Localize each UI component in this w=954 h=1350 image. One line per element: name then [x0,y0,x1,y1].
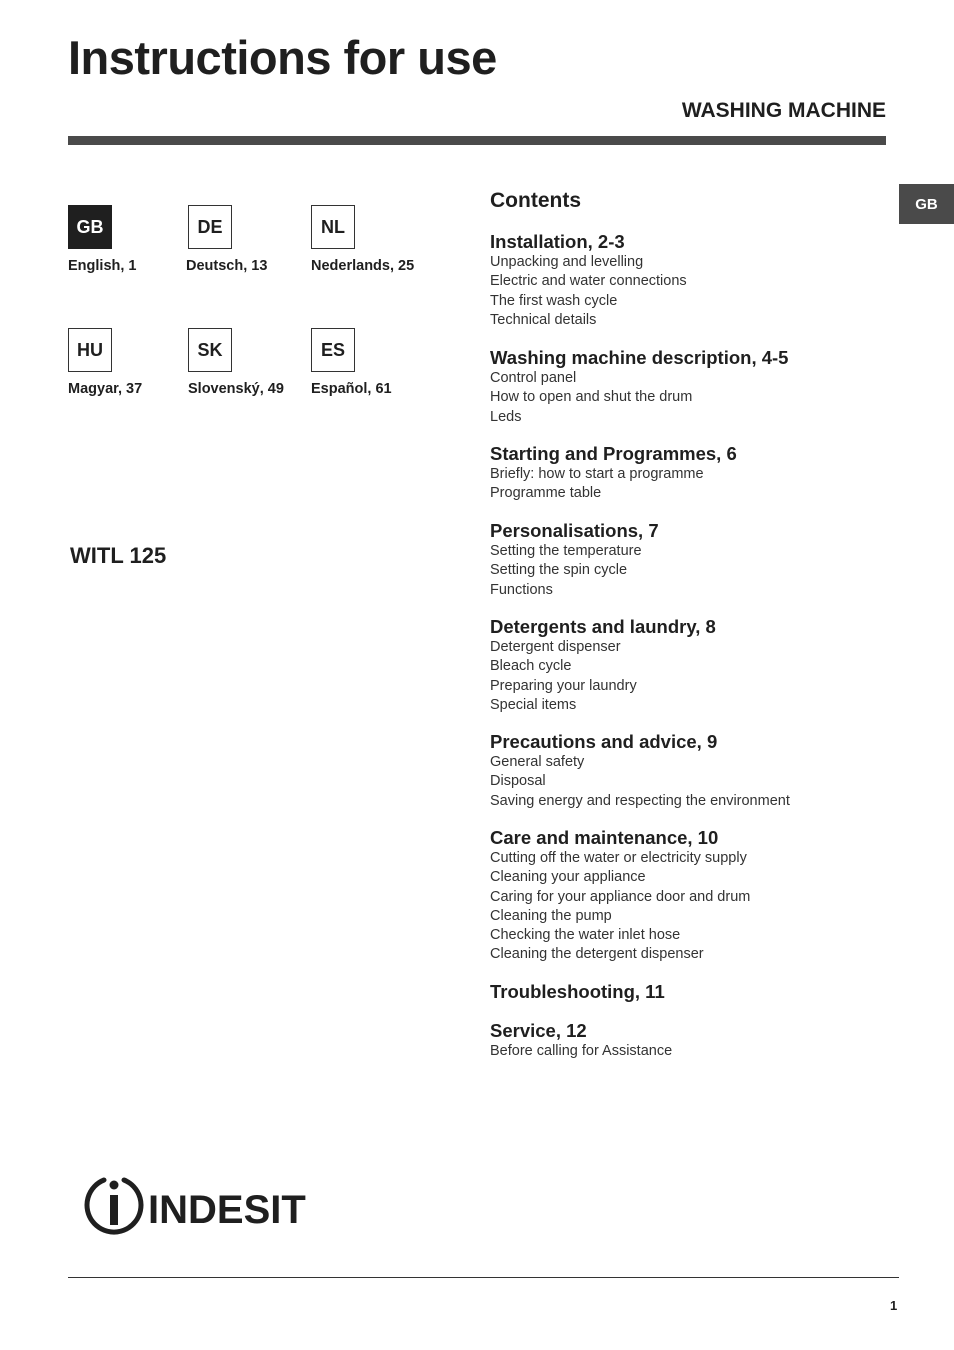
language-label: Español, 61 [311,381,392,397]
indesit-logo [84,1175,324,1237]
section-item: Functions [490,581,553,598]
section-item: Disposal [490,773,546,790]
language-code-box: ES [311,328,355,372]
section-item: Caring for your appliance door and drum [490,888,751,905]
section-item: Saving energy and respecting the environment [490,792,790,809]
section-title: Service, 12 [490,1020,587,1041]
section-item: How to open and shut the drum [490,389,693,406]
language-label: Nederlands, 25 [311,258,415,274]
section-title: Troubleshooting, 11 [490,981,665,1002]
section-item: Checking the water inlet hose [490,927,681,944]
section-item: Briefly: how to start a programme [490,466,704,482]
section-title: Starting and Programmes, 6 [490,443,737,464]
section-title: Precautions and advice, 9 [490,731,718,752]
language-label: Slovenský, 49 [188,381,284,397]
language-label: English, 1 [68,258,137,274]
contents-section-care[interactable] [490,826,750,965]
footer-rule [68,1277,899,1278]
contents-section-precautions[interactable] [490,730,790,811]
product-type: WASHING MACHINE [681,99,886,122]
contents-section-troubleshooting[interactable] [490,980,665,1003]
section-item: The first wash cycle [490,292,618,309]
indesit-i-logo-icon [87,1180,141,1232]
section-item: Unpacking and levelling [490,254,644,270]
page-number: 1 [890,1298,898,1313]
brand-wordmark: INDESIT [148,1188,306,1232]
language-side-tab[interactable]: GB [899,184,954,224]
language-item-es[interactable] [311,328,392,397]
section-item: Electric and water connections [490,273,687,290]
section-title: Detergents and laundry, 8 [490,616,716,637]
language-item-nl[interactable] [311,205,415,274]
section-title: Care and maintenance, 10 [490,827,719,848]
language-code-box: NL [311,205,355,249]
section-item: Special items [490,696,577,713]
section-item: Setting the temperature [490,543,642,559]
header-divider-bar [68,136,886,145]
contents-section-personalisations[interactable] [490,519,659,600]
language-code-box: SK [188,328,232,372]
section-item: Cleaning the detergent dispenser [490,946,704,963]
contents-heading: Contents [490,189,581,212]
language-item-de[interactable] [186,205,268,274]
section-title: Washing machine description, 4-5 [490,347,789,368]
contents-section-installation[interactable] [490,230,687,330]
language-code-box: DE [188,205,232,249]
contents-section-detergents[interactable] [490,615,716,715]
section-item: Setting the spin cycle [490,562,628,579]
language-item-sk[interactable] [188,328,284,397]
section-item: General safety [490,754,585,770]
section-item: Bleach cycle [490,658,572,675]
language-label: Deutsch, 13 [186,258,268,274]
contents-section-service[interactable] [490,1019,672,1061]
section-item: Cleaning the pump [490,907,612,924]
document-title: Instructions for use [68,31,497,84]
language-item-gb[interactable] [68,205,137,274]
model-number: WITL 125 [70,543,167,568]
language-item-hu[interactable] [68,328,143,397]
language-code-box: HU [68,328,112,372]
section-item: Technical details [490,311,597,328]
section-title: Personalisations, 7 [490,520,659,541]
section-item: Preparing your laundry [490,677,637,694]
section-item: Before calling for Assistance [490,1043,673,1059]
section-item: Control panel [490,370,577,386]
contents-section-description[interactable] [490,346,788,427]
section-item: Detergent dispenser [490,639,621,655]
section-item: Cleaning your appliance [490,869,646,886]
language-label: Magyar, 37 [68,381,143,397]
language-code-box: GB [68,205,112,249]
section-item: Programme table [490,485,602,502]
section-item: Leds [490,408,522,425]
contents-section-starting[interactable] [490,442,737,504]
section-item: Cutting off the water or electricity supply [490,850,747,866]
section-title: Installation, 2-3 [490,231,625,252]
